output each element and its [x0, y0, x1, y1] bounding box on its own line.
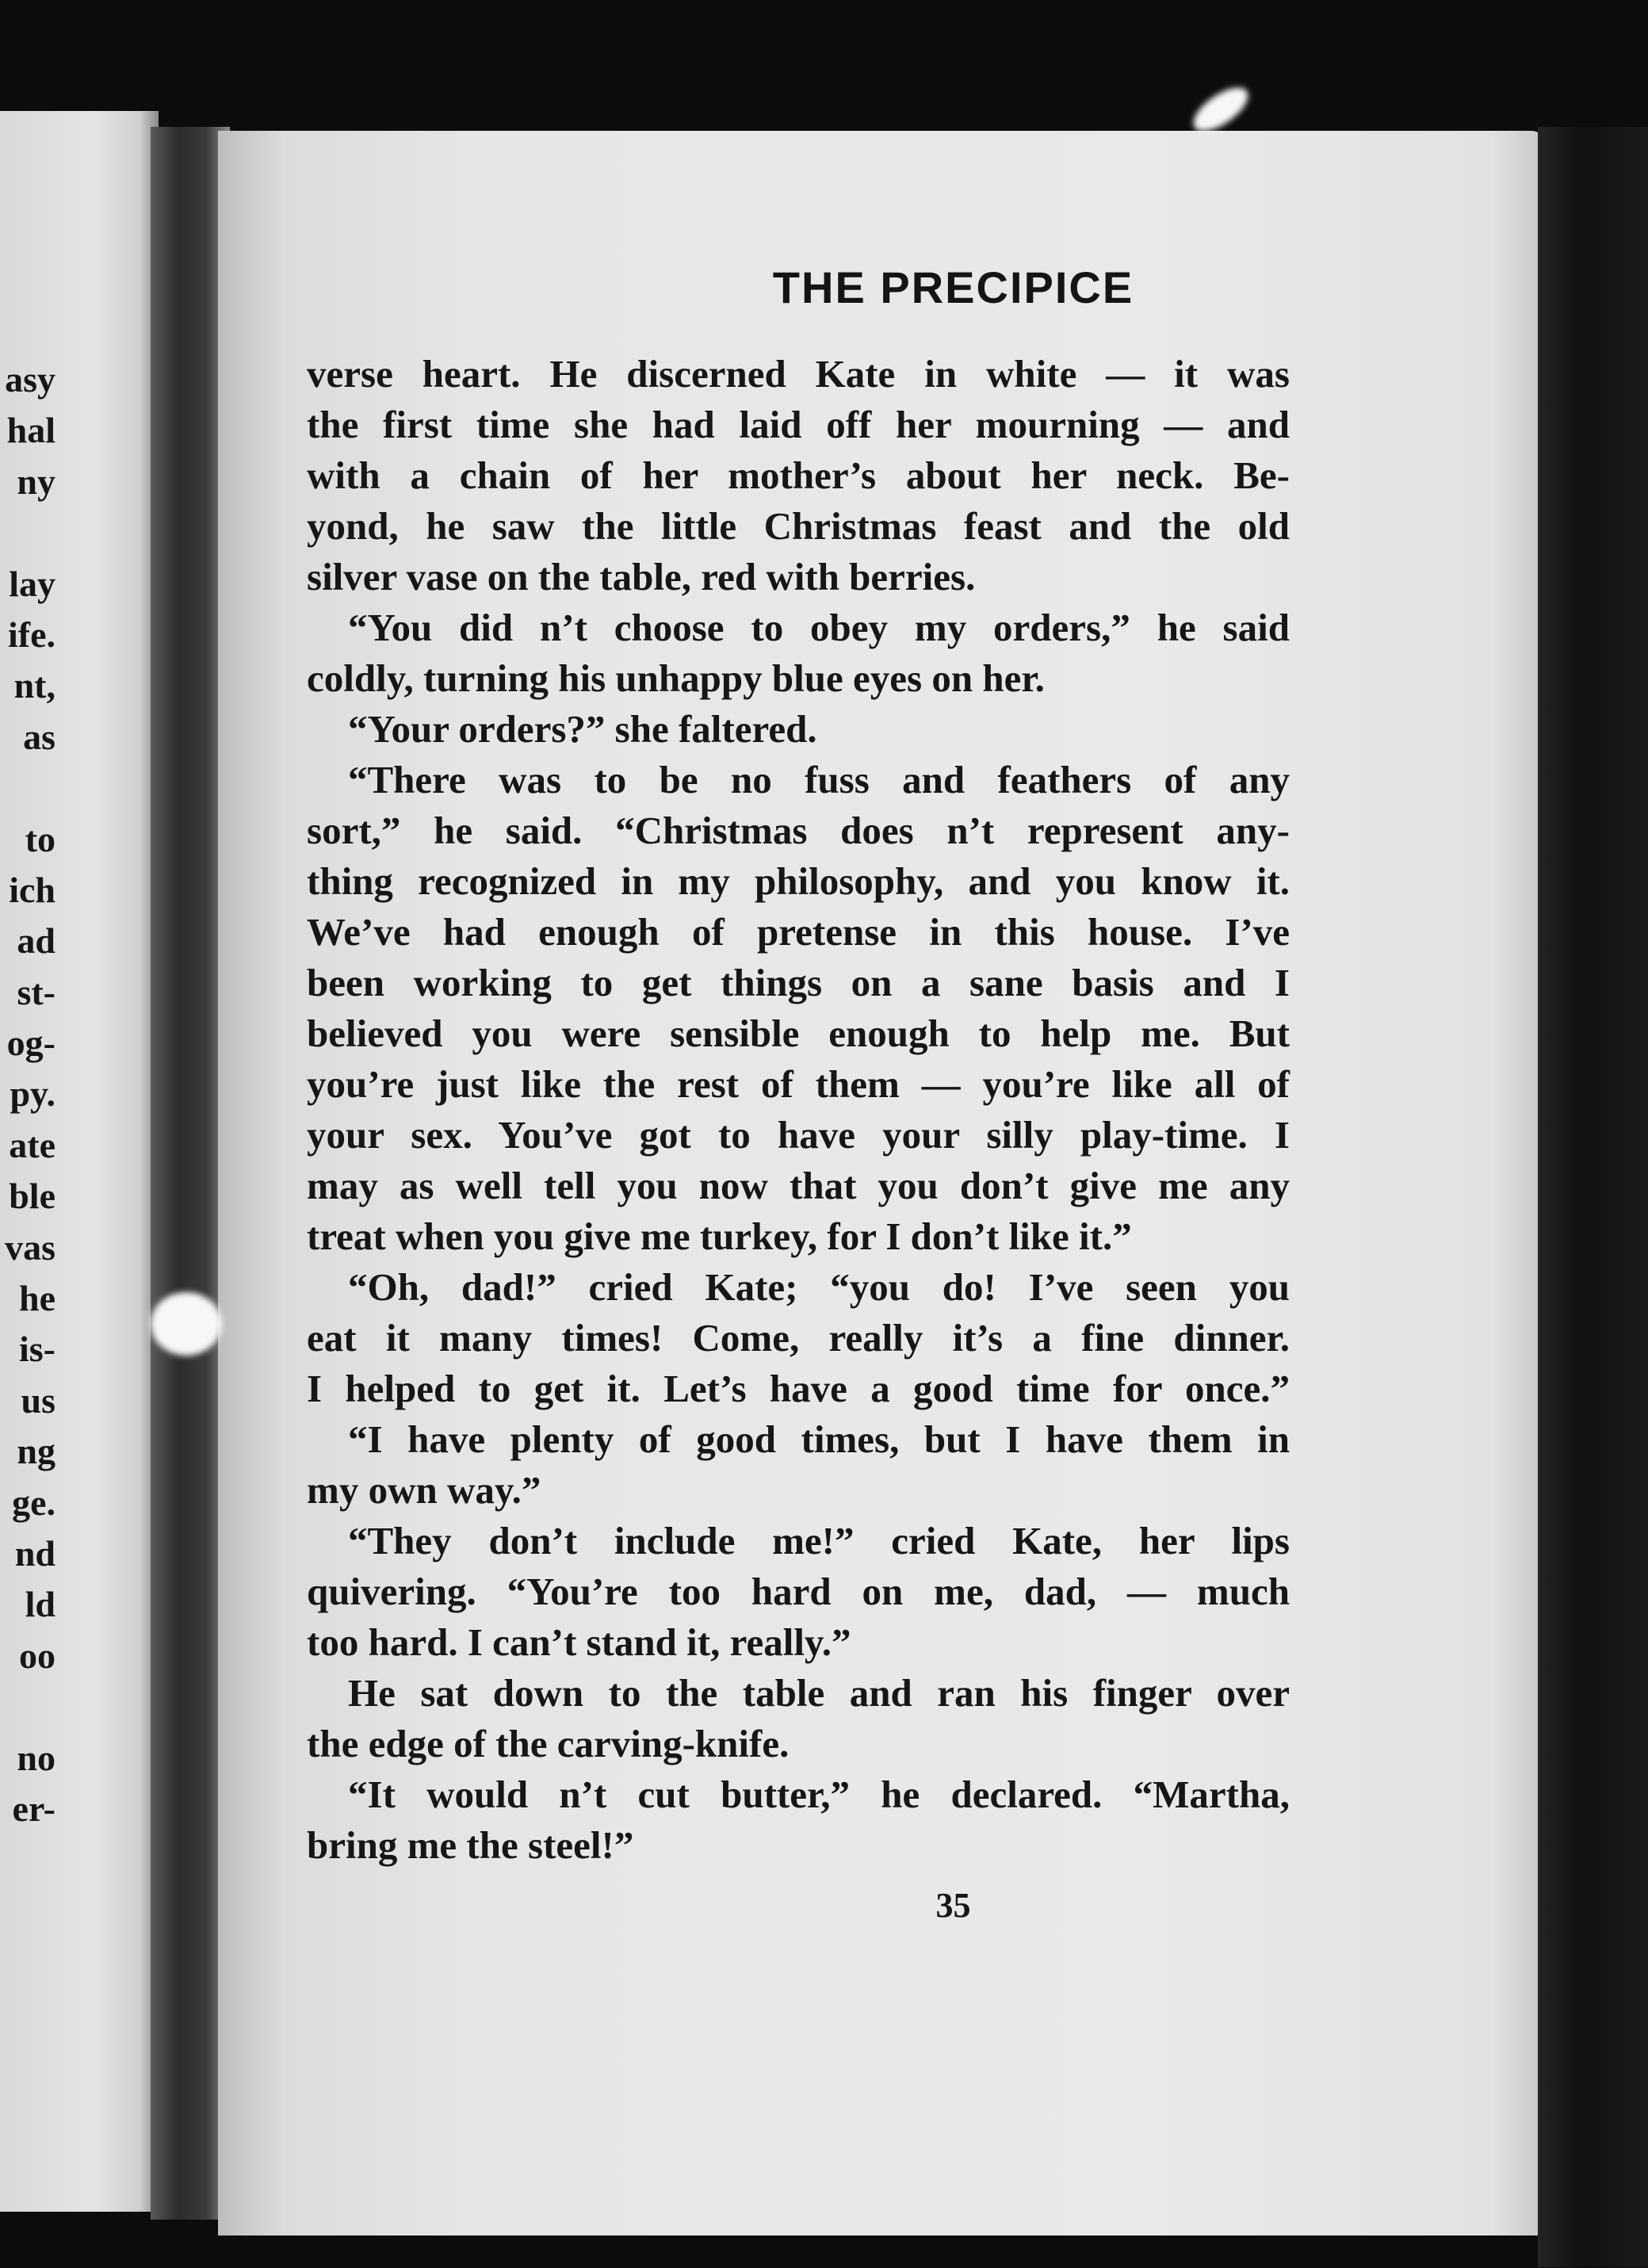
text-line: silver vase on the table, red with berries. [307, 555, 976, 599]
text-line: believed you were sensible enough to help me. But [307, 1012, 1290, 1055]
text-line: with a chain of her mother’s about her neck. Be- [307, 453, 1290, 497]
text-line: coldly, turning his unhappy blue eyes on her. [307, 656, 1045, 700]
text-line: yond, he saw the little Christmas feast and the old [307, 504, 1290, 548]
text-line-fragment [5, 507, 55, 558]
text-line: “Your orders?” she faltered. [348, 707, 817, 751]
text-line-fragment: ich [9, 869, 55, 910]
running-head: THE PRECIPICE [772, 262, 1134, 312]
text-line-fragment: og- [6, 1023, 55, 1064]
text-line-fragment: nt, [13, 665, 55, 706]
text-line: thing recognized in my philosophy, and you know it. [307, 859, 1290, 903]
scan-background-edge [1538, 127, 1648, 2267]
text-line: verse heart. He discerned Kate in white — it was [307, 352, 1290, 396]
text-line: I helped to get it. Let’s have a good time for once.” [307, 1367, 1290, 1410]
text-line: the edge of the carving-knife. [307, 1722, 790, 1765]
text-line-fragment: er- [12, 1788, 55, 1829]
text-line: been working to get things on a sane basis and I [307, 961, 1290, 1004]
text-line: bring me the steel!” [307, 1823, 634, 1867]
text-line: “You did n’t choose to obey my orders,” he said [348, 606, 1290, 649]
text-line-fragment: ng [17, 1431, 55, 1472]
text-line-fragment: ld [25, 1584, 55, 1625]
text-line-fragment: lay [9, 563, 55, 604]
page-body [307, 349, 1290, 1871]
text-line-fragment: as [23, 716, 55, 757]
text-line-fragment: oo [19, 1635, 55, 1676]
text-line-fragment: vas [5, 1226, 55, 1268]
text-line-fragment: py. [10, 1073, 55, 1115]
text-line: eat it many times! Come, really it’s a fine dinner. [307, 1316, 1290, 1360]
text-line-fragment: ny [17, 461, 55, 502]
text-line: He sat down to the table and ran his finger over [348, 1671, 1290, 1715]
previous-page-text [5, 354, 55, 1834]
previous-page [0, 111, 159, 2212]
text-line-fragment: ge. [12, 1482, 55, 1523]
text-line: my own way.” [307, 1468, 541, 1512]
text-line-fragment: to [25, 818, 55, 859]
text-line-fragment: no [17, 1737, 55, 1778]
text-line: “There was to be no fuss and feathers of any [348, 758, 1290, 801]
text-line-fragment: is- [19, 1329, 55, 1370]
text-line: sort,” he said. “Christmas does n’t represent any- [307, 809, 1290, 852]
text-line-fragment: ife. [7, 614, 55, 655]
text-line-fragment: asy [5, 359, 55, 400]
text-line: “I have plenty of good times, but I have them in [348, 1417, 1290, 1461]
text-line-fragment [5, 763, 55, 813]
text-line: treat when you give me turkey, for I don’t like it.” [307, 1214, 1132, 1258]
text-line-fragment: nd [14, 1532, 55, 1574]
text-line-fragment: ad [17, 920, 55, 962]
text-line: your sex. You’ve got to have your silly play-time. I [307, 1113, 1290, 1157]
text-line-fragment: he [19, 1278, 55, 1319]
text-line-fragment [5, 1681, 55, 1732]
text-line: “They don’t include me!” cried Kate, her lips [348, 1519, 1290, 1562]
text-line-fragment: ble [9, 1176, 55, 1217]
page-number: 35 [935, 1886, 971, 1925]
text-line-fragment: st- [17, 971, 55, 1012]
text-line: We’ve had enough of pretense in this house. I’ve [307, 910, 1290, 954]
text-line: you’re just like the rest of them — you’re like all of [307, 1062, 1290, 1106]
text-line: “It would n’t cut butter,” he declared. “Martha, [348, 1773, 1290, 1816]
text-line: may as well tell you now that you don’t give me any [307, 1164, 1290, 1207]
text-line: quivering. “You’re too hard on me, dad, — much [307, 1570, 1290, 1613]
text-line-fragment: hal [6, 410, 55, 451]
book-page [218, 131, 1546, 2235]
text-line: “Oh, dad!” cried Kate; “you do! I’ve seen you [348, 1265, 1290, 1309]
text-line: the first time she had laid off her mourning — and [307, 403, 1290, 446]
text-line-fragment: ate [9, 1124, 55, 1165]
text-line: too hard. I can’t stand it, really.” [307, 1620, 851, 1664]
text-line-fragment: us [21, 1379, 55, 1421]
paper-blemish [151, 1292, 222, 1356]
